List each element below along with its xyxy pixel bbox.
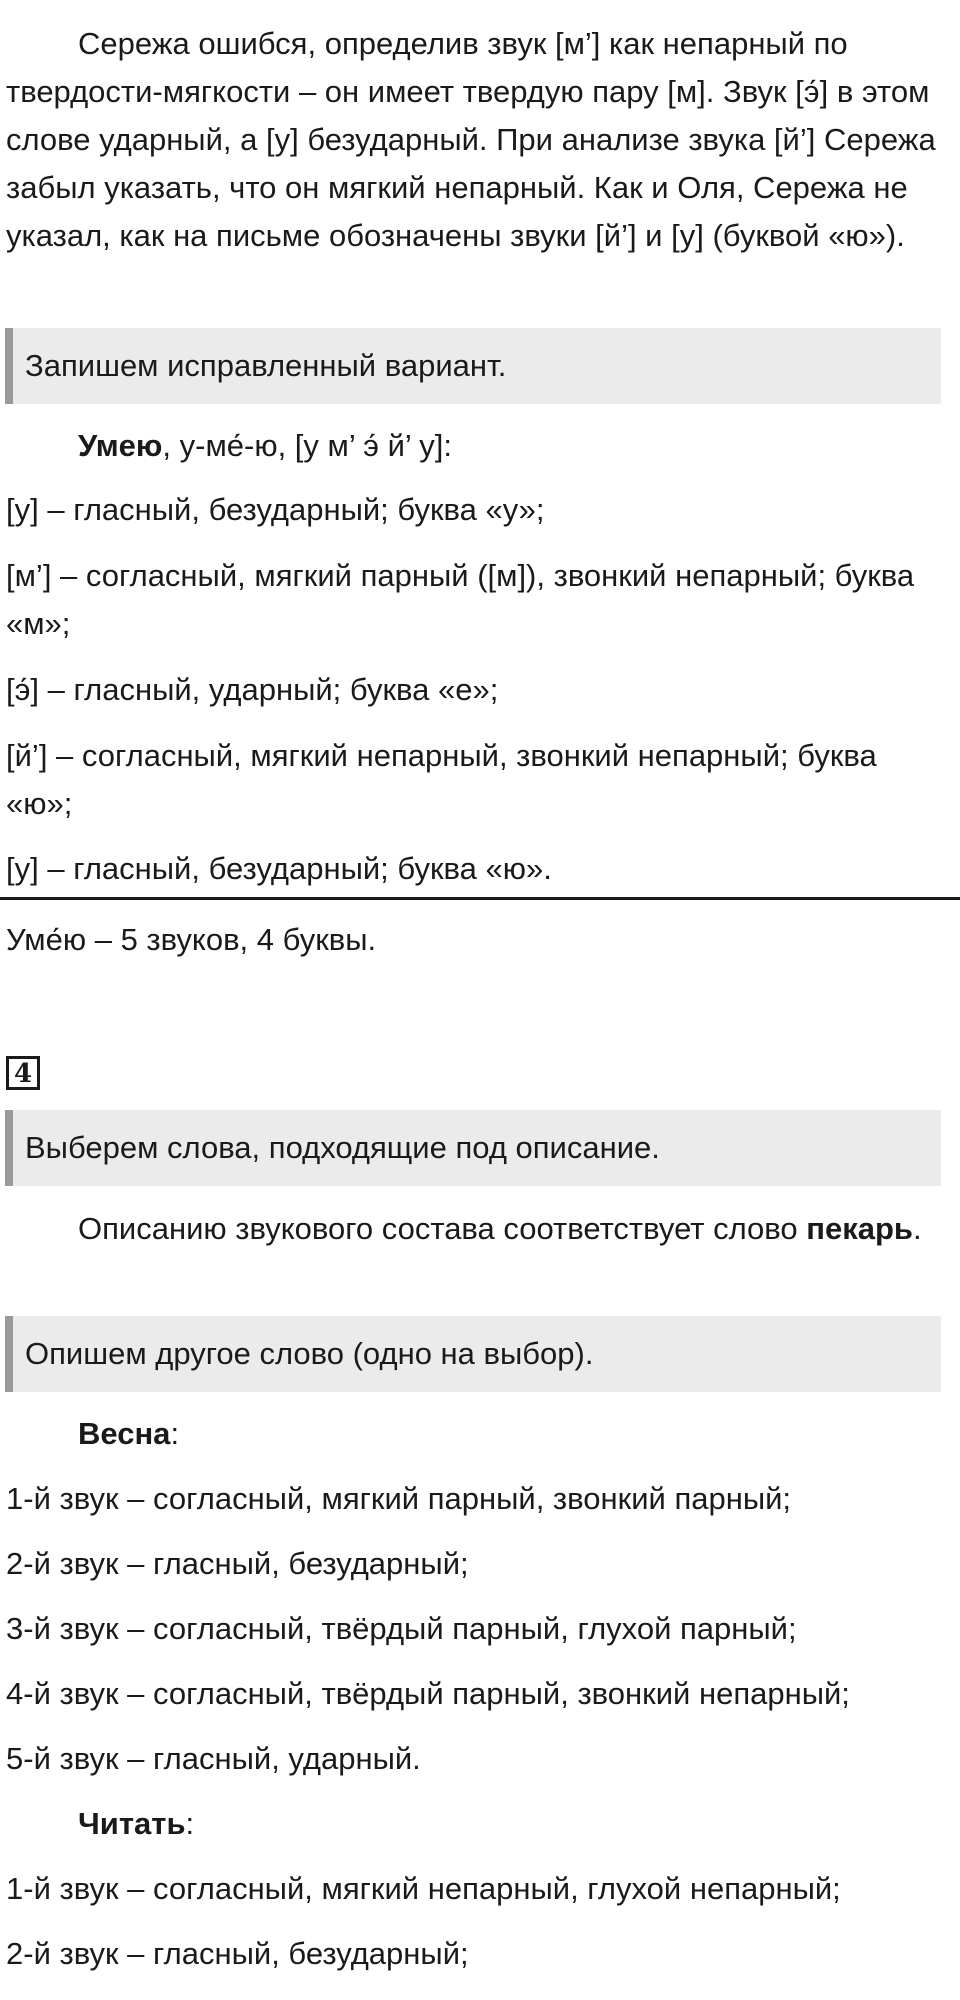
analysis-vesna-sound-1: 1-й звук – согласный, мягкий парный, звонкий парный; bbox=[6, 1481, 792, 1516]
callout-choose-words: Выберем слова, подходящие под описание. bbox=[5, 1110, 941, 1186]
analysis-vesna-sound-2: 2-й звук – гласный, безударный; bbox=[6, 1546, 469, 1581]
intro-paragraph: Сережа ошибся, определив звук [м’] как непарный по твердости-мягкости – он имеет твердую пару [м]. Звук [э́] в этом слове ударный, а [у] безударный. При анализе звука [й’] Сережа забыл указать, что он мягкий непарный. Как и Оля, Сережа не указал, как на письме обозначены звуки [й’] и [у] (буквой «ю»). bbox=[6, 26, 936, 253]
analysis-vesna-sound-3: 3-й звук – согласный, твёрдый парный, глухой парный; bbox=[6, 1611, 797, 1646]
summary-umeyu: Уме́ю – 5 звуков, 4 буквы. bbox=[6, 922, 377, 957]
analysis-vesna-sound-5: 5-й звук – гласный, ударный. bbox=[6, 1741, 421, 1776]
analysis-umeyu-sound-3: [э́] – гласный, ударный; буква «е»; bbox=[6, 672, 499, 707]
word-vesna-line bbox=[6, 1410, 946, 1458]
analysis-umeyu-sound-1: [у] – гласный, безударный; буква «у»; bbox=[6, 492, 545, 527]
analysis-umeyu-sound-5: [у] – гласный, безударный; буква «ю». bbox=[6, 851, 552, 886]
word-vesna: Весна bbox=[78, 1416, 171, 1451]
divider-line bbox=[0, 897, 960, 900]
analysis-umeyu-sound-2: [м’] – согласный, мягкий парный ([м]), звонкий непарный; буква «м»; bbox=[6, 558, 915, 641]
word-chitat-line bbox=[6, 1800, 946, 1848]
word-pekar: пекарь bbox=[806, 1211, 913, 1246]
analysis-vesna-sound-4: 4-й звук – согласный, твёрдый парный, звонкий непарный; bbox=[6, 1676, 850, 1711]
analysis-chitat-sound-1: 1-й звук – согласный, мягкий непарный, глухой непарный; bbox=[6, 1871, 841, 1906]
word-chitat-colon: : bbox=[185, 1806, 195, 1841]
description-text: Описанию звукового состава соответствует слово bbox=[78, 1211, 807, 1246]
callout-corrected-variant: Запишем исправленный вариант. bbox=[5, 328, 941, 404]
description-paragraph bbox=[6, 1205, 946, 1253]
word-umeyu-line bbox=[6, 422, 946, 470]
word-vesna-colon: : bbox=[170, 1416, 180, 1451]
word-umeyu: Умею bbox=[78, 428, 163, 463]
callout-describe-word: Опишем другое слово (одно на выбор). bbox=[5, 1316, 941, 1392]
analysis-chitat-sound-2: 2-й звук – гласный, безударный; bbox=[6, 1936, 469, 1971]
description-end: . bbox=[912, 1211, 922, 1246]
analysis-umeyu-sound-4: [й’] – согласный, мягкий непарный, звонкий непарный; буква «ю»; bbox=[6, 738, 877, 821]
word-umeyu-transcription: , у-ме́-ю, [у м’ э́ й’ у]: bbox=[162, 428, 453, 463]
task-number-box: 4 bbox=[6, 1056, 40, 1090]
word-chitat: Читать bbox=[78, 1806, 186, 1841]
